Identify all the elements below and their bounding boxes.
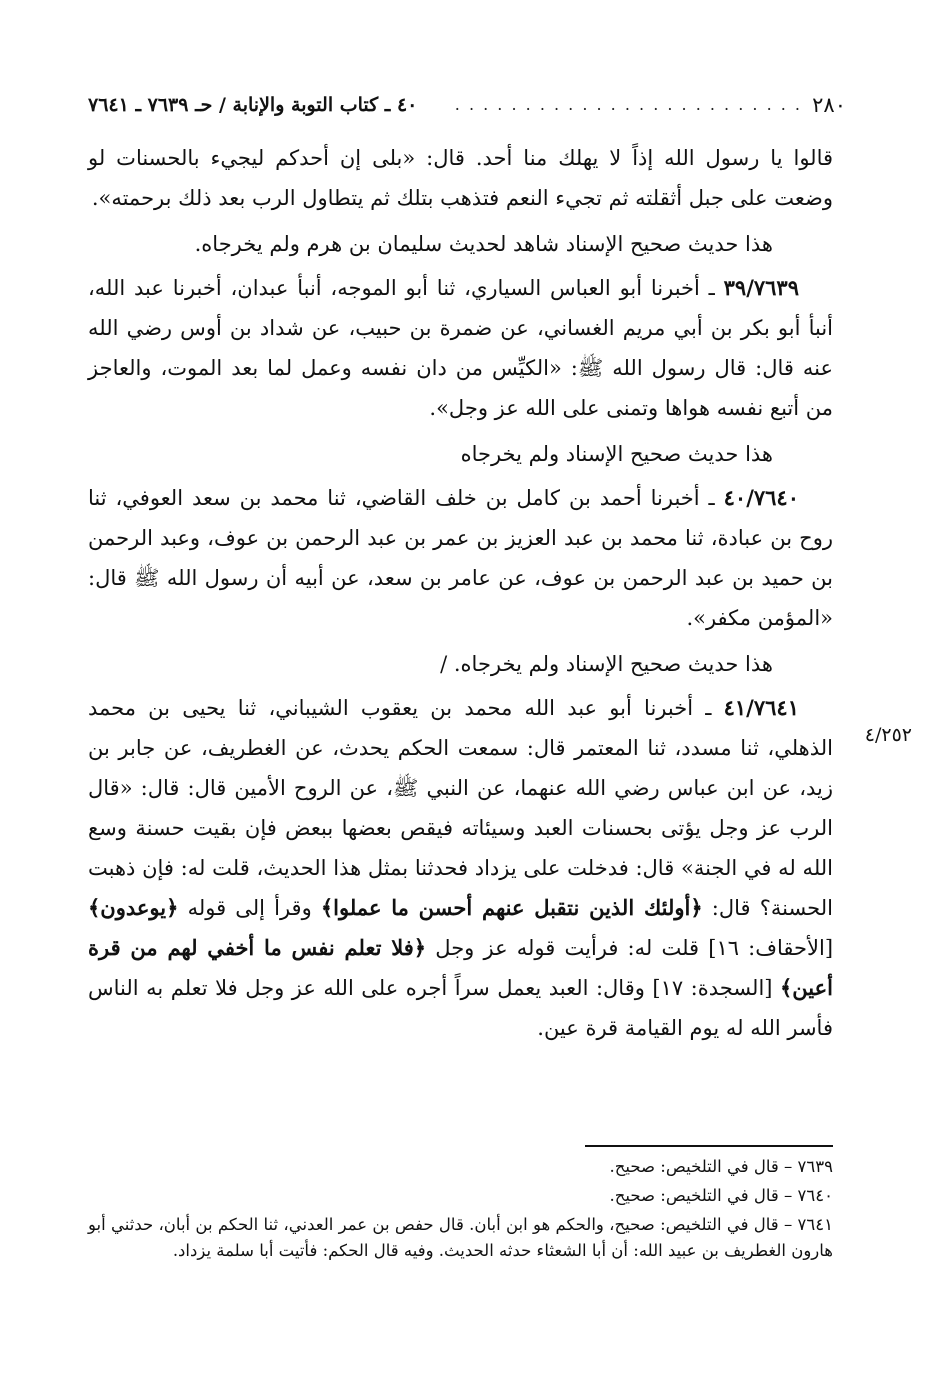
hadith-text: [السجدة: ١٧] وقال: العبد يعمل سراً أجره على الله عز وجل فلا تعلم به الناس فأسر الله له يوم القيامة قرة عين.: [88, 976, 833, 1040]
margin-page-reference: ٤/٢٥٢: [864, 724, 912, 746]
main-text: [88, 138, 833, 1054]
hadith-7639: [88, 268, 833, 428]
hadith-7640: [88, 478, 833, 638]
hadith-text: ـ أخبرنا أحمد بن كامل بن خلف القاضي، ثنا محمد بن سعد العوفي، ثنا روح بن عبادة، ثنا محمد بن عبد العزيز بن عمر بن عبد الرحمن بن عوف، وعبد الرحمن بن حميد بن عبد الرحمن بن عوف، عن عامر بن سعد، عن أبيه أن رسول الله ﷺ قال: «المؤمن مكفر».: [88, 486, 833, 630]
footnote: ٧٦٤١ – قال في التلخيص: صحيح، والحكم هو ابن أبان. قال حفص بن عمر العدني، ثنا الحكم بن أبان، حدثني أبو هارون الغطريف بن عبيد الله: أن أبا الشعثاء حدثه الحديث. وفيه قال الحكم: فأتيت أبا سلمة يزداد.: [88, 1215, 833, 1260]
hadith-text: [الأحقاف: ١٦] قلت له: فرأيت قوله عز وجل: [435, 936, 834, 960]
grading-statement: هذا حديث صحيح الإسناد ولم يخرجاه. /: [440, 652, 773, 676]
running-title: ٤٠ ـ كتاب التوبة والإنابة / حـ ٧٦٣٩ ـ ٧٦٤١: [88, 94, 418, 116]
hadith-number: ٤٠/٧٦٤٠: [723, 485, 799, 510]
grading-statement: هذا حديث صحيح الإسناد شاهد لحديث سليمان بن هرم ولم يخرجاه.: [194, 232, 773, 256]
page-header: [88, 88, 846, 122]
hadith-number: ٤١/٧٦٤١: [723, 695, 799, 720]
header-leader-dots: . . . . . . . . . . . . . . . . . . . . . . . . .: [454, 95, 802, 114]
footnote-separator: [585, 1145, 833, 1147]
hadith-text: ـ أخبرنا أبو العباس السياري، ثنا أبو الموجه، أنبأ عبدان، أخبرنا عبد الله، أنبأ أبو بكر بن أبي مريم الغساني، عن ضمرة بن حبيب، عن شداد بن أوس رضي الله عنه قال: قال رسول الله ﷺ: «الكيِّس من دان نفسه وعمل لما بعد الموت، والعاجز من أتبع نفسه هواها وتمنى على الله عز وجل».: [88, 276, 833, 420]
hadith-text: ـ أخبرنا أبو عبد الله محمد بن يعقوب الشيباني، ثنا يحيى بن محمد الذهلي، ثنا مسدد، ثنا المعتمر قال: سمعت الحكم يحدث، عن الغطريف، عن جابر بن زيد، عن ابن عباس رضي الله عنهما، عن النبي ﷺ، عن الروح الأمين قال: قال: «قال الرب عز وجل يؤتى بحسنات العبد وسيئاته فيقص بعضها ببعض فإن بقيت حسنة وسع الله له في الجنة» قال: فدخلت على يزداد فحدثنا بمثل هذا الحديث، قلت له: فإن ذهبت الحسنة؟ قال:: [88, 696, 833, 920]
page-number: ٢٨٠: [812, 93, 846, 117]
quran-verse: ﴿أولئك الذين نتقبل عنهم أحسن ما عملوا﴾: [320, 895, 703, 920]
footnote: ٧٦٤٠ – قال في التلخيص: صحيح.: [609, 1186, 833, 1205]
grading-statement: هذا حديث صحيح الإسناد ولم يخرجاه: [460, 442, 773, 466]
hadith-number: ٣٩/٧٦٣٩: [723, 275, 799, 300]
footnotes: [88, 1154, 833, 1267]
footnote: ٧٦٣٩ – قال في التلخيص: صحيح.: [609, 1157, 833, 1176]
hadith-text: وقرأ إلى قوله: [187, 896, 312, 920]
quran-verse: ﴿فلا تعلم نفس ما أخفي لهم من قرة أعين﴾: [88, 935, 833, 1000]
quran-verse: ﴿يوعدون﴾: [88, 895, 179, 920]
paragraph-hadith-end: قالوا يا رسول الله إذاً لا يهلك منا أحد. قال: «بلى إن أحدكم ليجيء بالحسنات لو وضعت على جبل أثقلته ثم تجيء النعم فتذهب بتلك ثم يتطاول الرب بعد ذلك برحمته».: [88, 146, 833, 210]
hadith-7641: [88, 688, 833, 1048]
